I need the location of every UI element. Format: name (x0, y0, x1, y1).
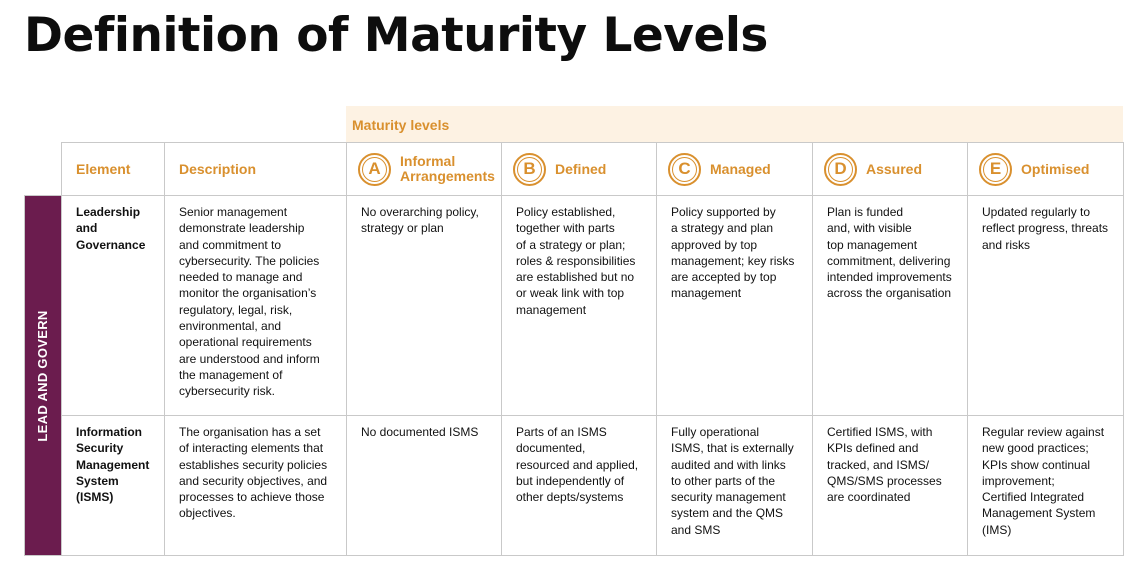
maturity-table (24, 142, 1124, 556)
level-c-name: Managed (710, 160, 771, 177)
header-level-b (502, 143, 657, 196)
maturity-levels-band (346, 106, 1123, 142)
table-row-leadership (25, 196, 1124, 416)
side-band-label: LEAD AND GOVERN (34, 309, 50, 442)
level-a-cell: No documented ISMS (347, 416, 502, 556)
header-level-a (347, 143, 502, 196)
header-level-d (813, 143, 968, 196)
level-e-cell: Regular review against new good practices; KPIs show continual improvement; Certified Integrated Management System (IMS) (968, 416, 1124, 556)
level-e-badge-icon: E (979, 153, 1012, 186)
table-row-isms (25, 416, 1124, 556)
level-e-cell: Updated regularly to reflect progress, threats and risks (968, 196, 1124, 416)
level-b-badge-icon: B (513, 153, 546, 186)
level-d-badge-icon: D (824, 153, 857, 186)
level-b-cell: Policy established, together with parts of a strategy or plan; roles & responsibilities are established but no or weak link with top management (502, 196, 657, 416)
level-a-name: Informal Arrangements (400, 153, 495, 184)
level-a-cell: No overarching policy, strategy or plan (347, 196, 502, 416)
description-cell: The organisation has a set of interacting elements that establishes security policies and security objectives, and processes to achieve those objectives. (165, 416, 347, 556)
level-a-badge-icon: A (358, 153, 391, 186)
element-cell: Leadership and Governance (62, 196, 165, 416)
level-b-name: Defined (555, 160, 607, 177)
maturity-levels-label: Maturity levels (352, 117, 450, 133)
element-cell: Information Security Management System (ISMS) (62, 416, 165, 556)
level-c-badge-icon: C (668, 153, 701, 186)
level-e-name: Optimised (1021, 160, 1090, 177)
header-element: Element (62, 143, 165, 196)
level-c-cell: Policy supported by a strategy and plan approved by top management; key risks are accepted by top management (657, 196, 813, 416)
header-row (25, 143, 1124, 196)
level-c-cell: Fully operational ISMS, that is externally audited and with links to other parts of the security management system and the QMS and SMS (657, 416, 813, 556)
description-cell: Senior management demonstrate leadership and commitment to cybersecurity. The policies needed to manage and monitor the organisation’s regulatory, legal, risk, environmental, and operational requirements are understood and inform the management of cybersecurity risk. (165, 196, 347, 416)
side-band (25, 196, 62, 556)
page-title: Definition of Maturity Levels (24, 8, 768, 63)
level-d-cell: Plan is funded and, with visible top management commitment, delivering intended improvements across the organisation (813, 196, 968, 416)
header-description: Description (165, 143, 347, 196)
header-level-c (657, 143, 813, 196)
level-d-cell: Certified ISMS, with KPIs defined and tracked, and ISMS/ QMS/SMS processes are coordinated (813, 416, 968, 556)
header-spacer (25, 143, 62, 196)
level-b-cell: Parts of an ISMS documented, resourced and applied, but independently of other depts/systems (502, 416, 657, 556)
level-d-name: Assured (866, 160, 923, 177)
header-level-e (968, 143, 1124, 196)
